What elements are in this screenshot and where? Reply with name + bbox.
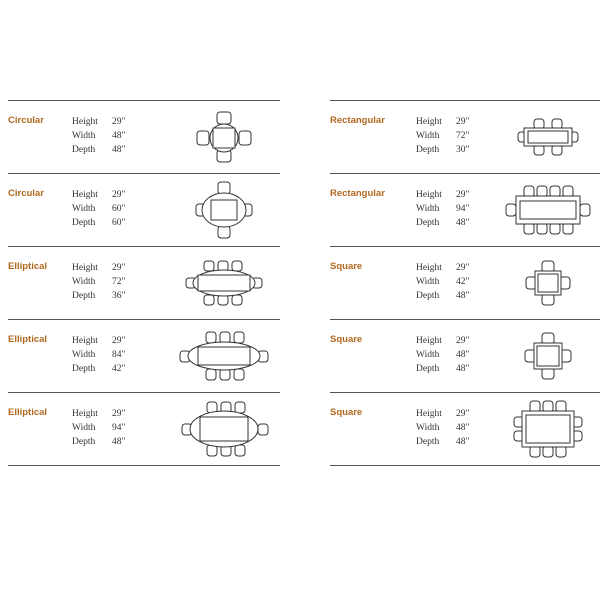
depth-value: 48" [112,437,126,447]
elliptical-8-seat-diagram [176,326,272,386]
table-row [330,100,600,174]
dimensions [72,115,152,157]
circular-4-seat-diagram [176,107,272,167]
width-value: 48" [456,423,470,433]
depth-value: 60" [112,218,126,228]
width-label: Width [416,350,440,360]
square-4-seat-diagram [500,326,596,386]
circular-4-seat-diagram [176,180,272,240]
table-row [8,100,280,174]
table-row [8,393,280,466]
height-label: Height [416,190,442,200]
dimensions [72,334,152,376]
right-column [330,100,600,466]
dimensions [72,407,152,449]
height-label: Height [416,336,442,346]
shape-label: Elliptical [8,261,48,272]
width-label: Width [416,277,440,287]
depth-value: 48" [112,145,126,155]
shape-label: Elliptical [8,334,48,345]
depth-label: Depth [72,364,96,374]
table-row [8,174,280,247]
height-label: Height [72,409,98,419]
height-value: 29" [112,263,126,273]
width-label: Width [416,423,440,433]
depth-label: Depth [72,145,96,155]
depth-value: 30" [456,145,470,155]
depth-label: Depth [72,218,96,228]
table-row [330,393,600,466]
width-value: 72" [456,131,470,141]
dimensions [416,188,496,230]
depth-label: Depth [416,218,440,228]
width-value: 48" [112,131,126,141]
table-row [8,247,280,320]
width-label: Width [72,423,96,433]
depth-value: 48" [456,291,470,301]
depth-label: Depth [416,291,440,301]
rectangular-6-seat-diagram [500,107,596,167]
height-label: Height [416,263,442,273]
width-value: 94" [456,204,470,214]
height-value: 29" [456,263,470,273]
dimensions [416,115,496,157]
depth-value: 36" [112,291,126,301]
height-value: 29" [456,336,470,346]
dimensions [72,188,152,230]
width-label: Width [72,277,96,287]
width-value: 94" [112,423,126,433]
square-8-seat-diagram [500,399,596,459]
elliptical-8-seat-diagram [176,253,272,313]
shape-label: Circular [8,115,44,126]
table-row [330,320,600,393]
shape-label: Elliptical [8,407,48,418]
table-row [8,320,280,393]
height-label: Height [72,190,98,200]
width-label: Width [416,131,440,141]
width-value: 72" [112,277,126,287]
elliptical-8-seat-diagram [176,399,272,459]
height-value: 29" [456,409,470,419]
dimensions [416,261,496,303]
depth-label: Depth [72,291,96,301]
width-label: Width [72,204,96,214]
height-label: Height [72,263,98,273]
left-column [8,100,280,466]
dimensions [72,261,152,303]
depth-value: 48" [456,364,470,374]
height-value: 29" [112,409,126,419]
height-value: 29" [456,190,470,200]
height-label: Height [416,409,442,419]
depth-label: Depth [416,145,440,155]
height-value: 29" [112,190,126,200]
table-row [330,174,600,247]
shape-label: Rectangular [330,115,385,126]
depth-label: Depth [416,437,440,447]
table-row [330,247,600,320]
shape-label: Square [330,261,363,272]
height-value: 29" [456,117,470,127]
shape-label: Rectangular [330,188,385,199]
depth-label: Depth [72,437,96,447]
height-label: Height [72,117,98,127]
height-value: 29" [112,117,126,127]
shape-label: Circular [8,188,44,199]
width-value: 42" [456,277,470,287]
height-value: 29" [112,336,126,346]
dimensions [416,334,496,376]
depth-value: 48" [456,437,470,447]
dimensions [416,407,496,449]
width-value: 60" [112,204,126,214]
depth-value: 42" [112,364,126,374]
depth-value: 48" [456,218,470,228]
shape-label: Square [330,407,363,418]
width-label: Width [72,350,96,360]
width-label: Width [416,204,440,214]
height-label: Height [72,336,98,346]
width-value: 84" [112,350,126,360]
height-label: Height [416,117,442,127]
rectangular-10-seat-diagram [500,180,596,240]
width-label: Width [72,131,96,141]
shape-label: Square [330,334,363,345]
depth-label: Depth [416,364,440,374]
width-value: 48" [456,350,470,360]
square-4-seat-diagram [500,253,596,313]
